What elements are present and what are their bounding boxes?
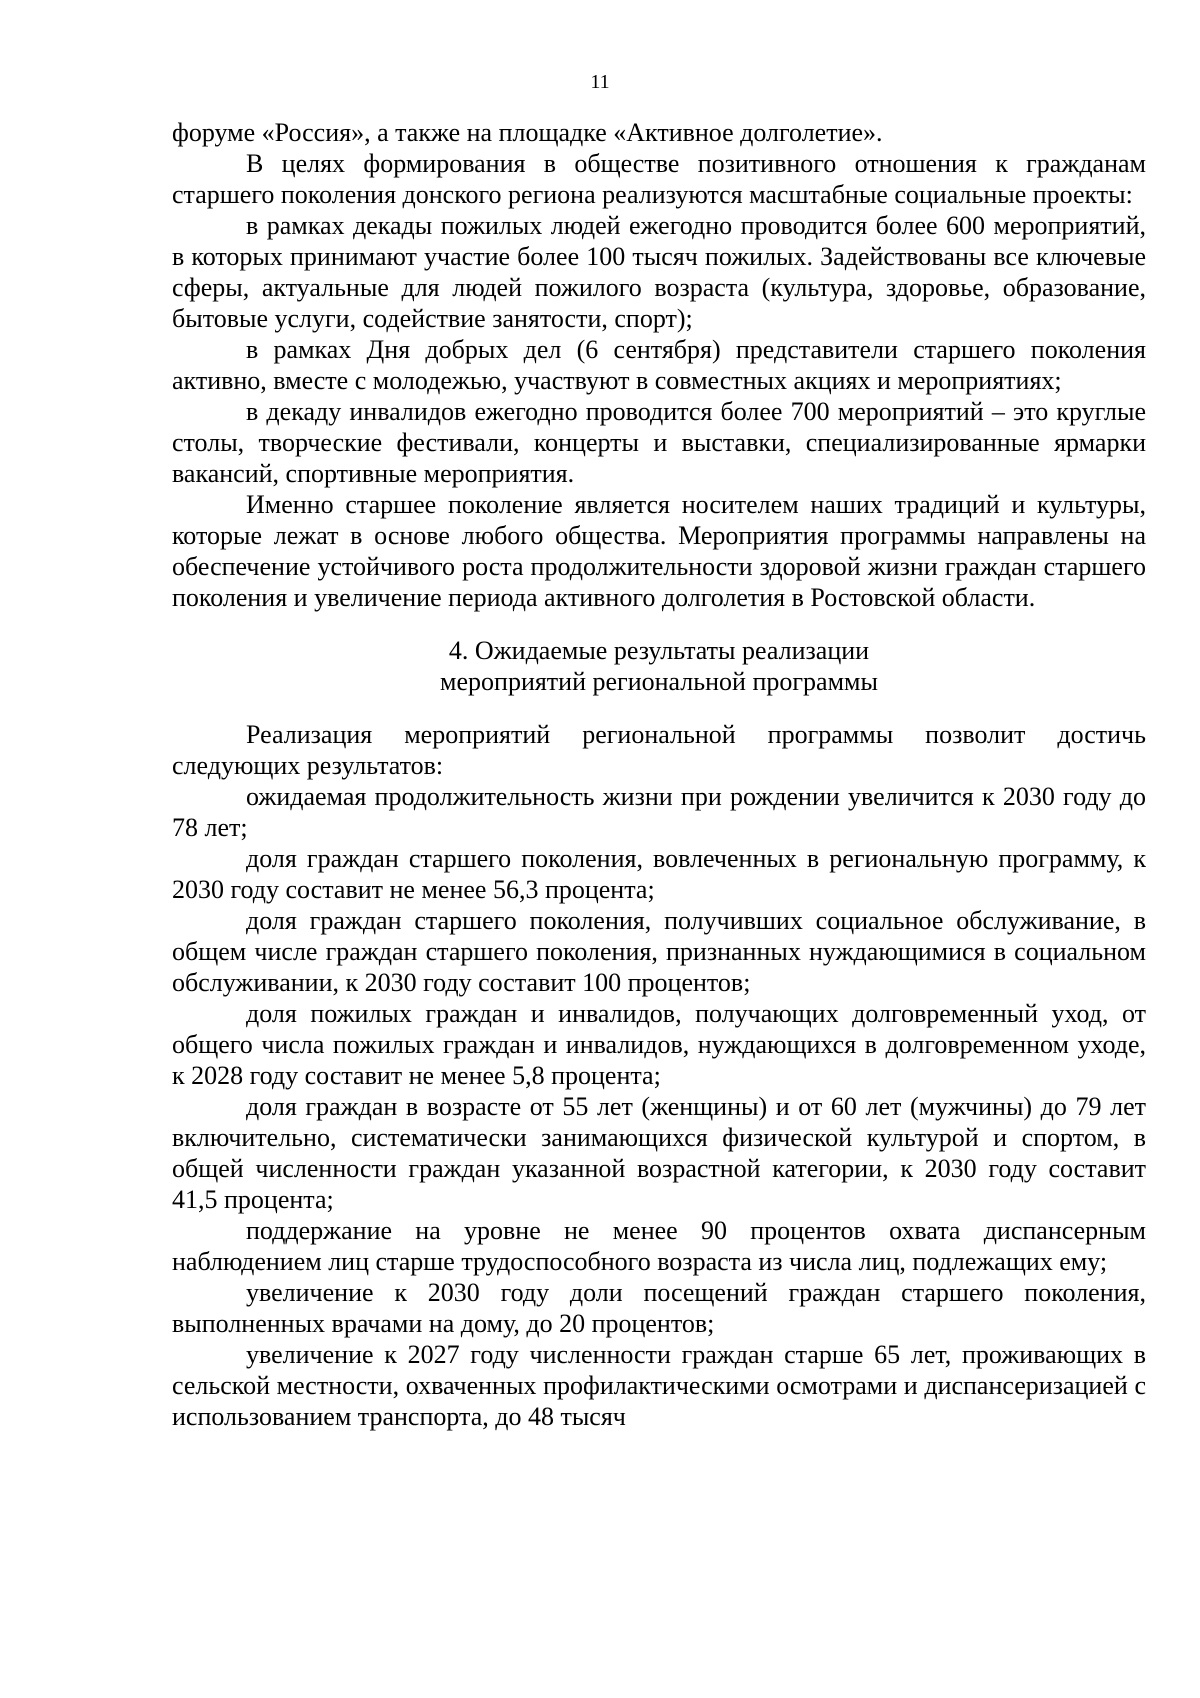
paragraph: В целях формирования в обществе позитивного отношения к гражданам старшего поколения донского региона реализуются масштабные социальные проекты: xyxy=(172,149,1146,209)
paragraph: доля граждан старшего поколения, получивших социальное обслуживание, в общем числе граждан старшего поколения, признанных нуждающимися в социальном обслуживании, к 2030 году составит 100 процентов; xyxy=(172,906,1146,997)
paragraph: в рамках декады пожилых людей ежегодно проводится более 600 мероприятий, в которых принимают участие более 100 тысяч пожилых. Задействованы все ключевые сферы, актуальные для людей пожилого возраста (культура, здоровье, образование, бытовые услуги, содействие занятости, спорт); xyxy=(172,211,1146,333)
paragraph: увеличение к 2027 году численности граждан старше 65 лет, проживающих в сельской местности, охваченных профилактическими осмотрами и диспансеризацией с использованием транспорта, до 48 тысяч xyxy=(172,1340,1146,1431)
paragraph: увеличение к 2030 году доли посещений граждан старшего поколения, выполненных врачами на дому, до 20 процентов; xyxy=(172,1278,1146,1338)
paragraph: доля граждан старшего поколения, вовлеченных в региональную программу, к 2030 году составит не менее 56,3 процента; xyxy=(172,844,1146,904)
paragraph: Реализация мероприятий региональной программы позволит достичь следующих результатов: xyxy=(172,720,1146,780)
paragraph: Именно старшее поколение является носителем наших традиций и культуры, которые лежат в основе любого общества. Мероприятия программы направлены на обеспечение устойчивого роста продолжительности здоровой жизни граждан старшего поколения и увеличение периода активного долголетия в Ростовской области. xyxy=(172,490,1146,612)
paragraph: в декаду инвалидов ежегодно проводится более 700 мероприятий – это круглые столы, творческие фестивали, концерты и выставки, специализированные ярмарки вакансий, спортивные мероприятия. xyxy=(172,397,1146,488)
page-number: 11 xyxy=(590,71,610,93)
paragraph: доля пожилых граждан и инвалидов, получающих долговременный уход, от общего числа пожилых граждан и инвалидов, нуждающихся в долговременном уходе, к 2028 году составит не менее 5,8 процента; xyxy=(172,999,1146,1090)
document-body xyxy=(172,117,1146,1432)
paragraph: доля граждан в возрасте от 55 лет (женщины) и от 60 лет (мужчины) до 79 лет включительно, систематически занимающихся физической культурой и спортом, в общей численности граждан указанной возрастной категории, к 2030 году составит 41,5 процента; xyxy=(172,1092,1146,1214)
paragraph: форуме «Россия», а также на площадке «Активное долголетие». xyxy=(172,118,883,147)
section-heading-line-1: 4. Ожидаемые результаты реализации xyxy=(448,636,870,665)
paragraphs-after-heading xyxy=(172,719,1146,1432)
paragraph: в рамках Дня добрых дел (6 сентября) представители старшего поколения активно, вместе с молодежью, участвуют в совместных акциях и мероприятиях; xyxy=(172,335,1146,395)
section-heading-line-2: мероприятий региональной программы xyxy=(440,667,878,696)
section-heading xyxy=(172,635,1146,697)
paragraph: поддержание на уровне не менее 90 процентов охвата диспансерным наблюдением лиц старше трудоспособного возраста из числа лиц, подлежащих ему; xyxy=(172,1216,1146,1276)
paragraph: ожидаемая продолжительность жизни при рождении увеличится к 2030 году до 78 лет; xyxy=(172,782,1146,842)
paragraphs-before-heading xyxy=(172,117,1146,613)
